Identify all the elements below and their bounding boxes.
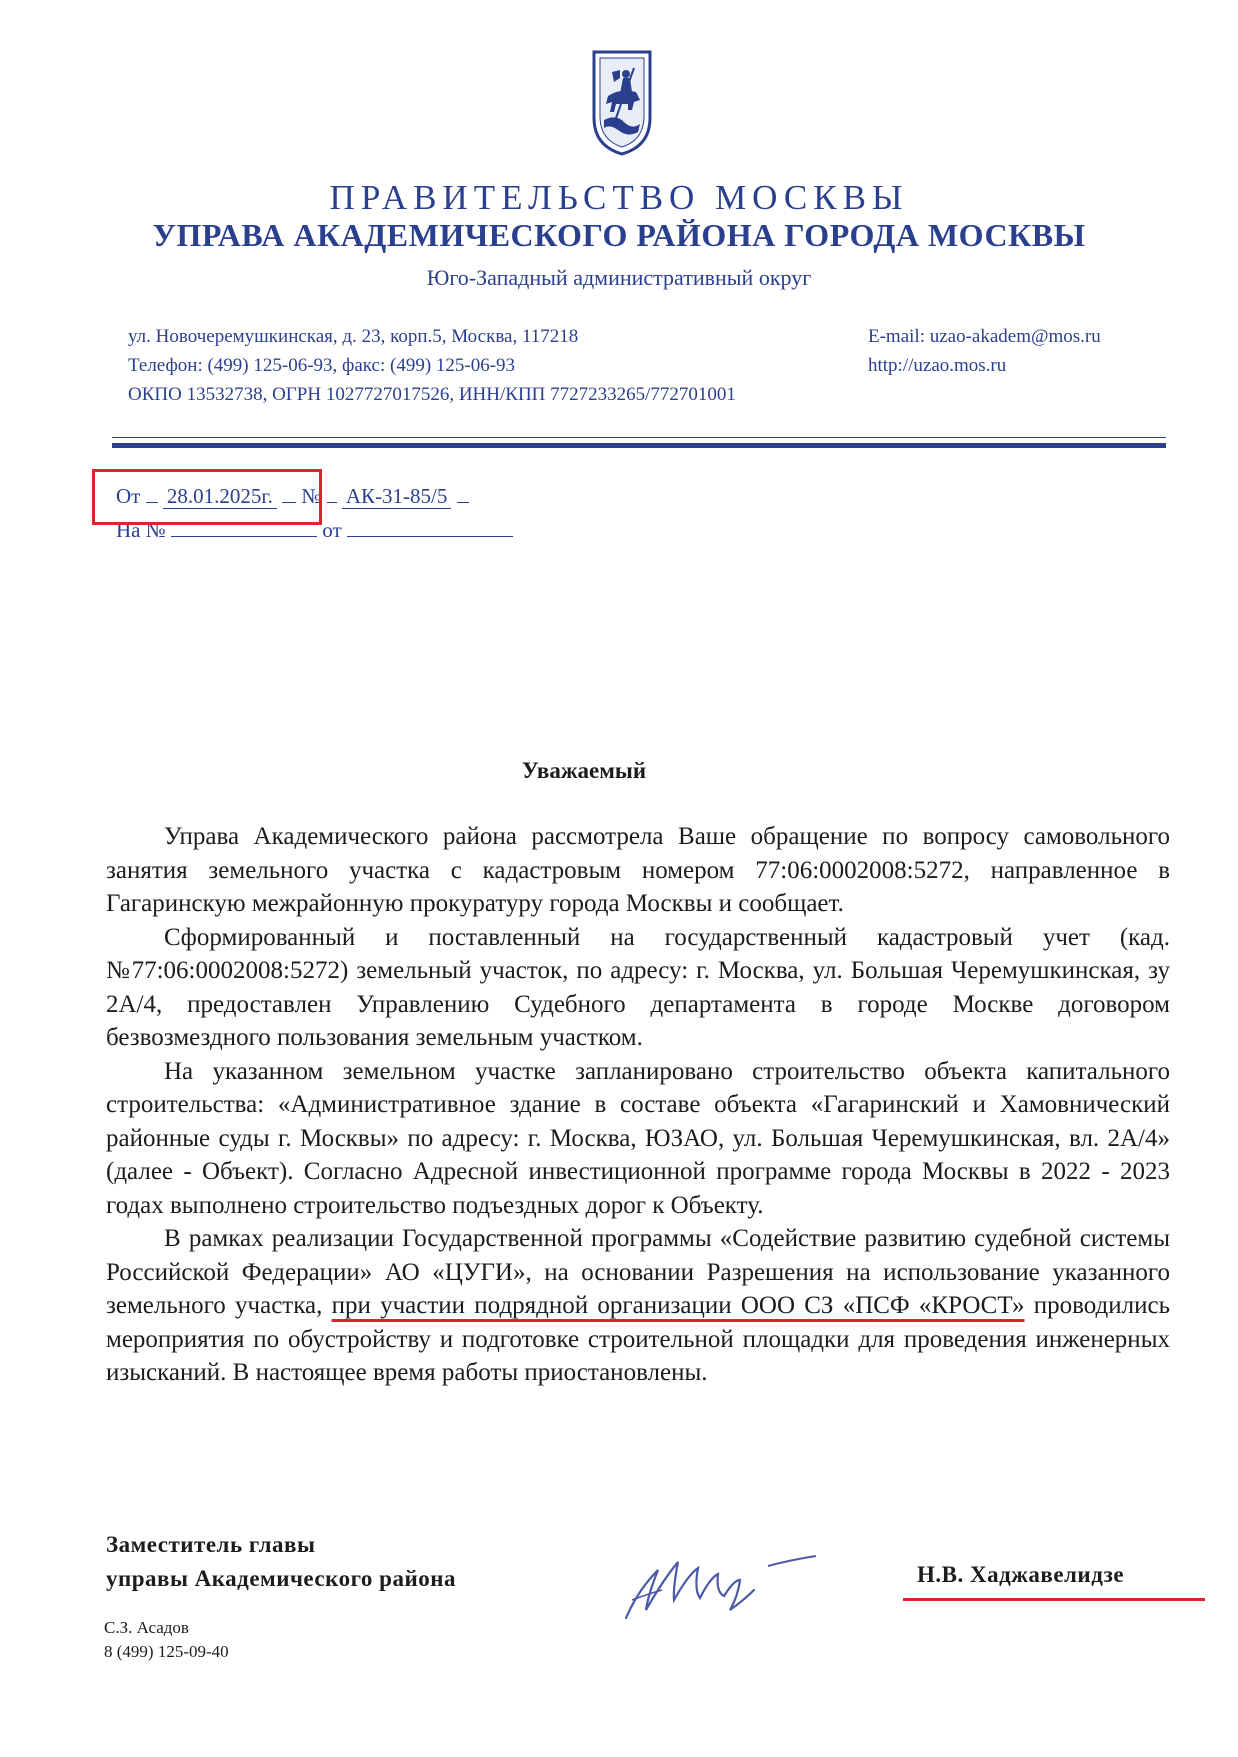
document-date: 28.01.2025г.	[163, 484, 277, 509]
paragraph-1: Управа Академического района рассмотрела Ваше обращение по вопросу самовольного занятия земельного участка с кадастровым номером 77:06:0002008:5272, направленное в Гагаринскую межрайонную прокуратуру города Москвы и сообщает.	[106, 823, 1170, 917]
signatory-title	[106, 1528, 456, 1596]
blank-line	[327, 484, 337, 503]
phone-fax-line: Телефон: (499) 125-06-93, факс: (499) 125-06-93	[128, 355, 516, 376]
contractor-highlight: при участии подрядной организации ООО СЗ «ПСФ «КРОСТ»	[331, 1292, 1025, 1319]
website-line: http://uzao.mos.ru	[868, 355, 1007, 376]
from-label: От	[116, 484, 141, 508]
date-highlight-box	[92, 469, 322, 525]
paragraph-3: На указанном земельном участке запланировано строительство объекта капитального строительства: «Административное здание в составе объекта «Гагаринский и Хамовнический районные суды г. Москвы» по адресу: г. Москва, ЮЗАО, ул. Большая Черемушкинская, вл. 2А/4» (далее - Объект). Согласно Адресной инвестиционной программе города Москвы в 2022 - 2023 годах выполнено строительство подъездных дорог к Объекту.	[106, 1057, 1170, 1219]
government-title: ПРАВИТЕЛЬСТВО МОСКВЫ	[329, 178, 909, 217]
executor-phone: 8 (499) 125-09-40	[104, 1642, 229, 1661]
signatory-name: Н.В. Хаджавелидзе	[917, 1562, 1125, 1587]
codes-line: ОКПО 13532738, ОГРН 1027727017526, ИНН/КПП 7727233265/772701001	[128, 384, 736, 405]
header-rule-thick	[112, 443, 1166, 448]
paragraph-4-end: проводились мероприятия по обустройству и подготовке строительной площадки для проведения инженерных изысканий. В настоящее время работы приостановлены.	[106, 1292, 1170, 1386]
paragraph-2: Сформированный и поставленный на государственный кадастровый учет (кад. №77:06:0002008:5272) земельный участок, по адресу: г. Москва, ул. Большая Черемушкинская, зу 2А/4, предоставлен Управлению Судебного департамента в городе Москве договором безвозмездного пользования земельным участком.	[106, 923, 1170, 1051]
number-label: №	[301, 484, 322, 508]
letter-body	[106, 820, 1170, 1390]
executor-block	[104, 1616, 229, 1664]
signatory-name-underline	[903, 1598, 1205, 1601]
email-line: E-mail: uzao-akadem@mos.ru	[868, 326, 1101, 347]
blank-line	[347, 518, 513, 537]
reply-label: На №	[116, 518, 166, 542]
signatory-title-line-1: Заместитель главы	[106, 1532, 316, 1557]
uprava-title: УПРАВА АКАДЕМИЧЕСКОГО РАЙОНА ГОРОДА МОСКВЫ	[152, 217, 1086, 253]
blank-line	[457, 484, 469, 503]
header-rule-thin	[112, 437, 1166, 438]
address-line: ул. Новочеремушкинская, д. 23, корп.5, Москва, 117218	[128, 326, 579, 347]
contact-block-left	[128, 322, 736, 409]
paragraph-4	[106, 1222, 1170, 1390]
paragraph-4-start: В рамках реализации Государственной программы «Содействие развитию судебной системы Российской Федерации» АО «ЦУГИ», на основании Разрешения на использование указанного земельного участка,	[106, 1225, 1170, 1319]
executor-name: С.З. Асадов	[104, 1618, 189, 1637]
moscow-coat-of-arms-icon	[590, 48, 654, 158]
document-number: АК-31-85/5	[342, 484, 452, 509]
salutation: Уважаемый	[521, 758, 647, 783]
reply-from-label: от	[322, 518, 342, 542]
contact-block-right	[868, 322, 1101, 380]
okrug-subtitle: Юго-Западный административный округ	[426, 265, 812, 290]
signatory-title-line-2: управы Академического района	[106, 1566, 456, 1591]
handwritten-signature	[618, 1540, 848, 1630]
